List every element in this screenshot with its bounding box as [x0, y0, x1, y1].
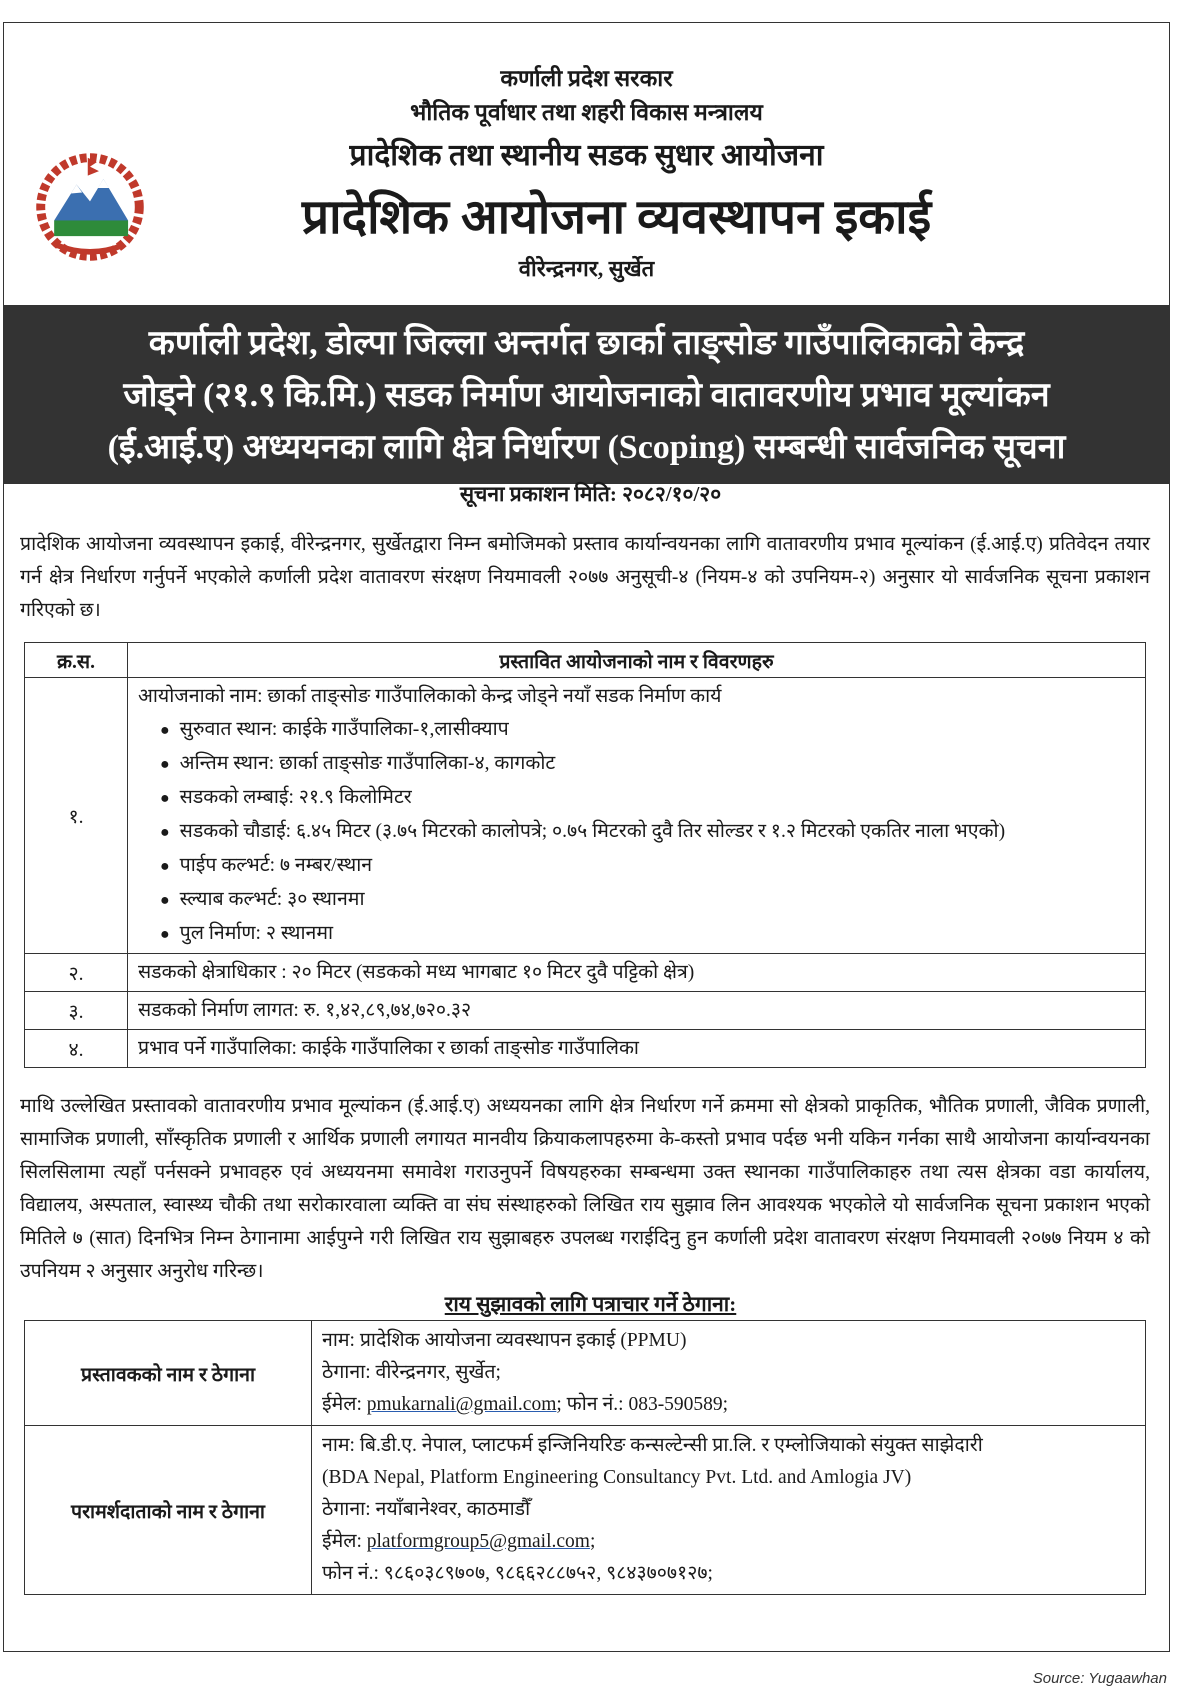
consultant-label: परामर्शदाताको नाम र ठेगाना	[25, 1426, 312, 1595]
notice-banner	[4, 306, 1169, 484]
consultant-name: नाम: बि.डी.ए. नेपाल, प्लाटफर्म इन्जिनियरिङ कन्सल्टेन्सी प्रा.लि. र एम्लोजियाको संयुक्त साझेदारी	[322, 1435, 983, 1456]
office-location: वीरेन्द्रनगर, सुर्खेत	[518, 256, 655, 281]
proponent-name: नाम: प्रादेशिक आयोजना व्यवस्थापन इकाई (PPMU)	[322, 1330, 687, 1351]
ministry-name: भौतिक पूर्वाधार तथा शहरी विकास मन्त्रालय	[410, 100, 763, 125]
project-bullets	[138, 713, 1135, 951]
column-header: प्रस्तावित आयोजनाको नाम र विवरणहरु	[128, 643, 1146, 678]
table-row	[25, 954, 1146, 992]
proponent-details	[312, 1321, 1146, 1426]
consultant-email-row	[322, 1526, 1135, 1558]
proponent-label: प्रस्तावकको नाम र ठेगाना	[25, 1321, 312, 1426]
row-number: १.	[25, 678, 128, 954]
row-details: प्रभाव पर्ने गाउँपालिका: काईके गाउँपालिका र छार्का ताङ्सोङ गाउँपालिका	[128, 1030, 1146, 1068]
list-item: ● सडकको लम्बाई: २१.९ किलोमिटर	[160, 781, 1135, 815]
consultant-name-en: (BDA Nepal, Platform Engineering Consultancy Pvt. Ltd. and Amlogia JV)	[322, 1467, 912, 1488]
row-number: २.	[25, 954, 128, 992]
banner-line: जोड्ने (२१.९ कि.मि.) सडक निर्माण आयोजनाको वातावरणीय प्रभाव मूल्यांकन	[123, 377, 1050, 414]
contact-table	[24, 1320, 1146, 1595]
list-item: ● सडकको चौडाई: ६.४५ मिटर (३.७५ मिटरको कालोपत्रे; ०.७५ मिटरको दुवै तिर सोल्डर र १.२ मिटरको एकतिर नाला भएको)	[160, 815, 1135, 849]
proponent-address: ठेगाना: वीरेन्द्रनगर, सुर्खेत;	[322, 1362, 501, 1383]
row-number: ४.	[25, 1030, 128, 1068]
row-details: सडकको क्षेत्राधिकार : २० मिटर (सडकको मध्य भागबाट १० मिटर दुवै पट्टिको क्षेत्र)	[128, 954, 1146, 992]
table-header-row	[25, 643, 1146, 678]
row-number: ३.	[25, 992, 128, 1030]
consultant-email-link[interactable]: platformgroup5@gmail.com	[366, 1531, 590, 1552]
list-item: ● अन्तिम स्थान: छार्का ताङ्सोङ गाउँपालिका-४, कागकोट	[160, 747, 1135, 781]
government-name: कर्णाली प्रदेश सरकार	[500, 66, 673, 91]
publication-date: सूचना प्रकाशन मिति: २०८२/१०/२०	[459, 482, 722, 506]
office-title: प्रादेशिक आयोजना व्यवस्थापन इकाई	[301, 191, 932, 244]
project-name: प्रादेशिक तथा स्थानीय सडक सुधार आयोजना	[349, 139, 824, 172]
header	[4, 23, 1169, 306]
list-item: ● स्ल्याब कल्भर्ट: ३० स्थानमा	[160, 883, 1135, 917]
contact-heading: राय सुझावको लागि पत्राचार गर्ने ठेगाना:	[444, 1292, 737, 1316]
row-details	[128, 678, 1146, 954]
proponent-contact	[322, 1389, 1135, 1421]
source-credit: Source: Yugaawhan	[1032, 1670, 1167, 1687]
list-item: ● पुल निर्माण: २ स्थानमा	[160, 917, 1135, 951]
consultant-details	[312, 1426, 1146, 1595]
table-row	[25, 1426, 1146, 1595]
consultant-address: ठेगाना: नयाँबानेश्वर, काठमाडौँ	[322, 1499, 531, 1520]
project-details-table	[24, 642, 1146, 1068]
email-label: ईमेल:	[322, 1531, 362, 1552]
list-item: ● सुरुवात स्थान: काईके गाउँपालिका-१,लासीक्याप	[160, 713, 1135, 747]
banner-line: कर्णाली प्रदेश, डोल्पा जिल्ला अन्तर्गत छार्का ताङ्सोङ गाउँपालिकाको केन्द्र	[148, 325, 1025, 362]
list-item: ● पाईप कल्भर्ट: ७ नम्बर/स्थान	[160, 849, 1135, 883]
column-header: क्र.स.	[25, 643, 128, 678]
project-title: आयोजनाको नाम: छार्का ताङ्सोङ गाउँपालिकाको केन्द्र जोड्ने नयाँ सडक निर्माण कार्य	[138, 686, 722, 707]
proponent-email-link[interactable]: pmukarnali@gmail.com	[366, 1394, 557, 1415]
email-suffix: ;	[589, 1531, 596, 1552]
row-details: सडकको निर्माण लागत: रु. १,४२,८९,७४,७२०.३२	[128, 992, 1146, 1030]
table-row	[25, 992, 1146, 1030]
consultant-phone: फोन नं.: ९८६०३८९७०७, ९८६६२८८७५२, ९८४३७०७१२७;	[322, 1563, 713, 1584]
table-row	[25, 1030, 1146, 1068]
banner-line: (ई.आई.ए) अध्ययनका लागि क्षेत्र निर्धारण (Scoping) सम्बन्धी सार्वजनिक सूचना	[107, 429, 1066, 466]
email-label: ईमेल:	[322, 1394, 362, 1415]
table-row	[25, 678, 1146, 954]
table-row	[25, 1321, 1146, 1426]
intro-paragraph: प्रादेशिक आयोजना व्यवस्थापन इकाई, वीरेन्द्रनगर, सुर्खेतद्वारा निम्न बमोजिमको प्रस्ताव कार्यान्वयनका लागि वातावरणीय प्रभाव मूल्यांकन (ई.आई.ए) प्रतिवेदन तयार गर्न क्षेत्र निर्धारण गर्नुपर्ने भएकोले कर्णाली प्रदेश वातावरण संरक्षण नियमावली २०७७ अनुसूची-४ (नियम-४ को उपनियम-२) अनुसार यो सार्वजनिक सूचना प्रकाशन गरिएको छ।	[20, 534, 1150, 621]
body-paragraph: माथि उल्लेखित प्रस्तावको वातावरणीय प्रभाव मूल्यांकन (ई.आई.ए) अध्ययनका लागि क्षेत्र निर्धारण गर्ने क्रममा सो क्षेत्रको प्राकृतिक, भौतिक प्रणाली, जैविक प्रणाली, सामाजिक प्रणाली, साँस्कृतिक प्रणाली र आर्थिक प्रणाली लगायत मानवीय क्रियाकलापहरुमा के-कस्तो प्रभाव पर्दछ भनी यकिन गर्नका साथै आयोजना कार्यान्वयनका सिलसिलामा त्यहाँ पर्नसक्ने प्रभावहरु एवं अध्ययनमा समावेश गराउनुपर्ने विषयहरुका सम्बन्धमा उक्त स्थानका गाउँपालिकाहरु तथा त्यस क्षेत्रका वडा कार्यालय, विद्यालय, अस्पताल, स्वास्थ्य चौकी तथा सरोकारवाला व्यक्ति वा संघ संस्थाहरुको लिखित राय सुझाव लिन आवश्यक भएकोले यो सार्वजनिक सूचना प्रकाशन भएको मितिले ७ (सात) दिनभित्र निम्न ठेगानामा आईपुग्ने गरी लिखित राय सुझाबहरु उपलब्ध गराईदिनु हुन कर्णाली प्रदेश वातावरण संरक्षण नियमावली २०७७ नियम ४ को उपनियम २ अनुसार अनुरोध गरिन्छ।	[20, 1096, 1150, 1282]
proponent-phone: ; फोन नं.: 083-590589;	[556, 1394, 729, 1415]
